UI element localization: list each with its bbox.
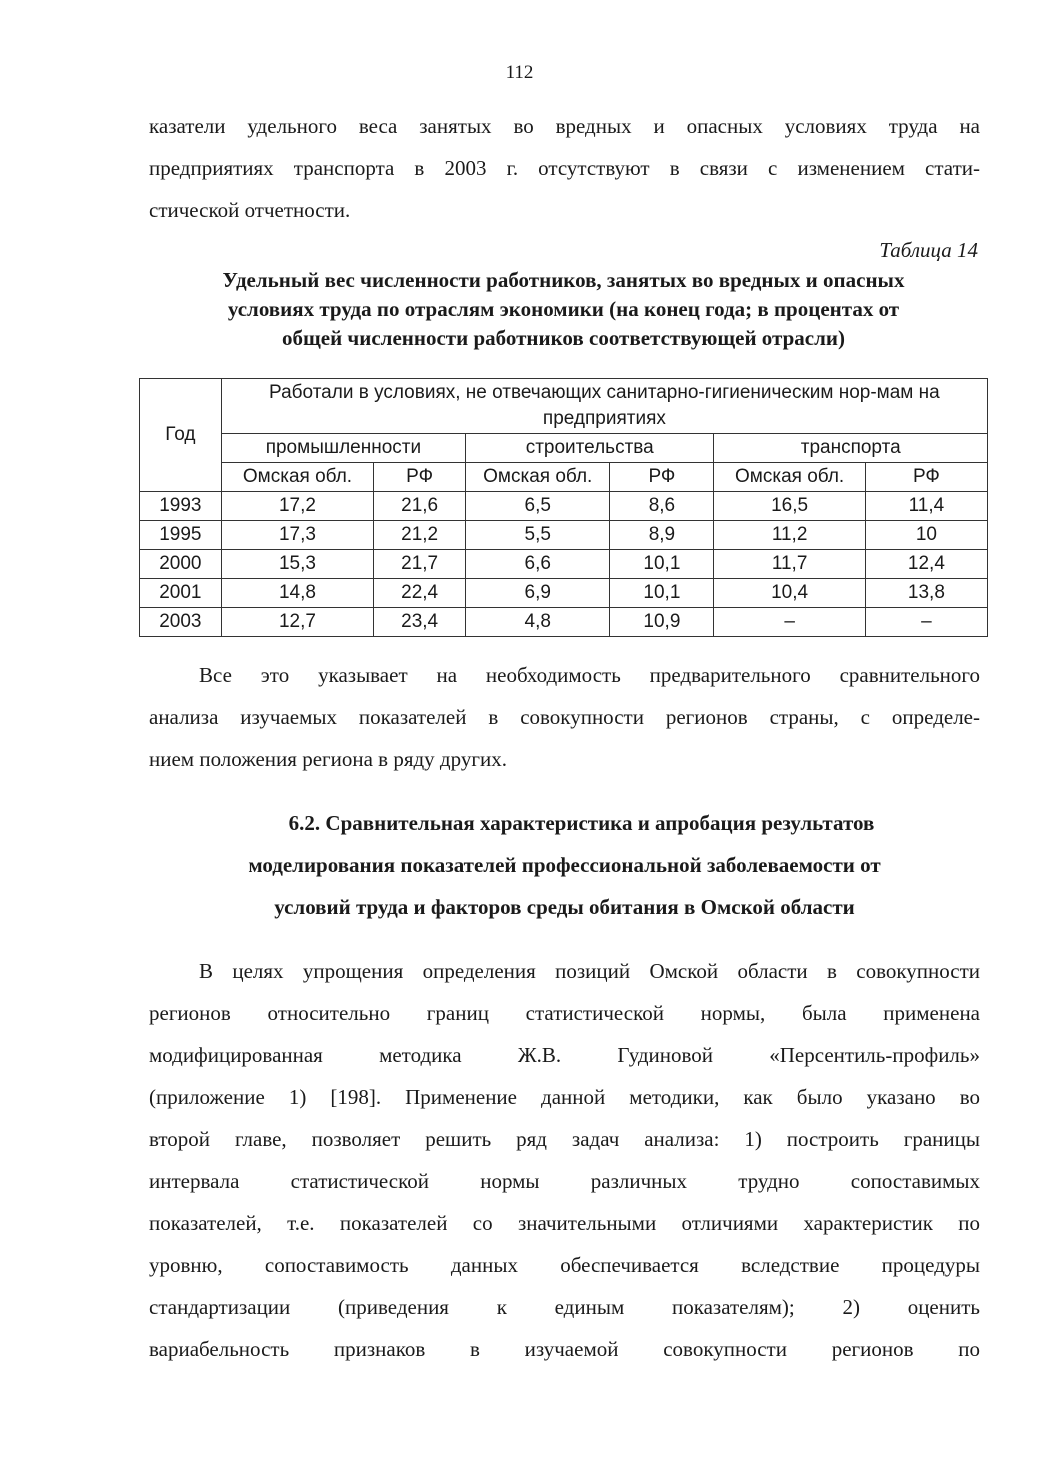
table-row: [140, 492, 988, 521]
table-cell: –: [714, 608, 865, 637]
section-heading-line: моделирования показателей профессиональной заболеваемости от: [248, 853, 881, 877]
table-cell: 11,4: [865, 492, 987, 521]
table-cell: 10,9: [610, 608, 714, 637]
section-heading: [149, 802, 980, 928]
table-cell: 13,8: [865, 579, 987, 608]
year-cell: 1993: [140, 492, 222, 521]
sector-header-construction: строительства: [466, 434, 714, 463]
paragraph-line: интервала статистической нормы различных трудно сопоставимых: [149, 1169, 980, 1193]
year-header: Год: [140, 379, 222, 492]
table-title-line: Удельный вес численности работников, занятых во вредных и опасных: [222, 268, 905, 292]
sector-header-transport: транспорта: [714, 434, 988, 463]
table-cell: 8,9: [610, 521, 714, 550]
intro-paragraph: [149, 105, 980, 231]
table-cell: 17,2: [221, 492, 373, 521]
section-heading-line: условий труда и факторов среды обитания в Омской области: [274, 895, 855, 919]
table-cell: 10,1: [610, 579, 714, 608]
table-cell: 10,1: [610, 550, 714, 579]
data-table: [139, 378, 988, 637]
paragraph-line: (приложение 1) [198]. Применение данной методики, как было указано во: [149, 1085, 980, 1109]
intro-line: предприятиях транспорта в 2003 г. отсутствуют в связи с изменением стати-: [149, 156, 980, 180]
sub-header: Омская обл.: [221, 463, 373, 492]
table-row: [140, 550, 988, 579]
sub-header: РФ: [865, 463, 987, 492]
table-row: [140, 521, 988, 550]
table-caption: Таблица 14: [879, 238, 978, 262]
paragraph-line: вариабельность признаков в изучаемой совокупности регионов по: [149, 1337, 980, 1361]
page-number: 112: [505, 62, 534, 83]
table-cell: –: [865, 608, 987, 637]
body-paragraph: [149, 950, 980, 1370]
table-cell: 10: [865, 521, 987, 550]
paragraph-line: уровню, сопоставимость данных обеспечивается вследствие процедуры: [149, 1253, 980, 1277]
table-cell: 6,6: [466, 550, 610, 579]
table-cell: 17,3: [221, 521, 373, 550]
table-title-line: условиях труда по отраслям экономики (на конец года; в процентах от: [227, 297, 900, 321]
table-cell: 23,4: [374, 608, 466, 637]
table-cell: 12,7: [221, 608, 373, 637]
after-table-paragraph: [149, 654, 980, 780]
table-cell: 21,7: [374, 550, 466, 579]
paragraph-line: стандартизации (приведения к единым показателям); 2) оценить: [149, 1295, 980, 1319]
sub-header: РФ: [610, 463, 714, 492]
table-cell: 14,8: [221, 579, 373, 608]
year-cell: 2003: [140, 608, 222, 637]
year-cell: 2001: [140, 579, 222, 608]
table-cell: 21,2: [374, 521, 466, 550]
table-cell: 10,4: [714, 579, 865, 608]
table-cell: 11,7: [714, 550, 865, 579]
table-cell: 6,9: [466, 579, 610, 608]
sector-header-industry: промышленности: [221, 434, 465, 463]
sub-header: Омская обл.: [466, 463, 610, 492]
paragraph-line: анализа изучаемых показателей в совокупности регионов страны, с определе-: [149, 705, 980, 729]
table-cell: 15,3: [221, 550, 373, 579]
paragraph-line: второй главе, позволяет решить ряд задач анализа: 1) построить границы: [149, 1127, 980, 1151]
group-header: Работали в условиях, не отвечающих санитарно-гигиеническим нор-мам на предприятиях: [221, 379, 987, 434]
intro-line: казатели удельного веса занятых во вредных и опасных условиях труда на: [149, 114, 980, 138]
section-heading-line: 6.2. Сравнительная характеристика и апробация результатов: [288, 811, 875, 835]
paragraph-line: Все это указывает на необходимость предварительного сравнительного: [199, 663, 980, 687]
table-title-line: общей численности работников соответствующей отрасли): [282, 326, 845, 350]
intro-line: стической отчетности.: [149, 198, 351, 222]
table-cell: 11,2: [714, 521, 865, 550]
table-cell: 8,6: [610, 492, 714, 521]
year-cell: 1995: [140, 521, 222, 550]
sub-header: РФ: [374, 463, 466, 492]
table-row: [140, 579, 988, 608]
table-cell: 21,6: [374, 492, 466, 521]
table-cell: 5,5: [466, 521, 610, 550]
paragraph-line: регионов относительно границ статистической нормы, была применена: [149, 1001, 980, 1025]
table-row: [140, 608, 988, 637]
sub-header: Омская обл.: [714, 463, 865, 492]
paragraph-line: нием положения региона в ряду других.: [149, 747, 507, 771]
table-cell: 16,5: [714, 492, 865, 521]
table-cell: 4,8: [466, 608, 610, 637]
table-cell: 22,4: [374, 579, 466, 608]
table-cell: 6,5: [466, 492, 610, 521]
year-cell: 2000: [140, 550, 222, 579]
paragraph-line: модифицированная методика Ж.В. Гудиновой «Персентиль-профиль»: [149, 1043, 980, 1067]
table-title: [149, 266, 978, 353]
paragraph-line: показателей, т.е. показателей со значительными отличиями характеристик по: [149, 1211, 980, 1235]
table-cell: 12,4: [865, 550, 987, 579]
paragraph-line: В целях упрощения определения позиций Омской области в совокупности: [199, 959, 980, 983]
